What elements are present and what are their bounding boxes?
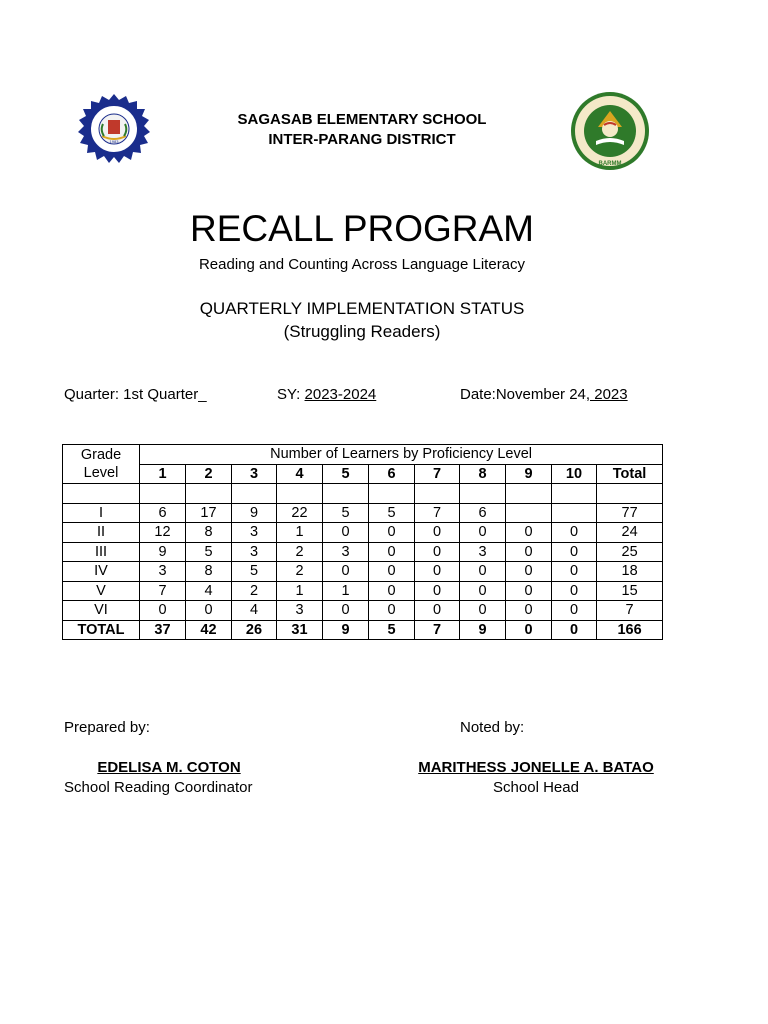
table-cell: 0 [460, 601, 506, 621]
table-cell: 8 [186, 523, 232, 543]
table-cell: 9 [232, 503, 277, 523]
table-cell: 25 [597, 542, 663, 562]
table-cell [460, 484, 506, 504]
table-cell: 0 [460, 523, 506, 543]
table-cell [597, 484, 663, 504]
table-cell: 0 [415, 601, 460, 621]
table-cell: 0 [323, 523, 369, 543]
table-cell: 0 [369, 562, 415, 582]
table-cell: 3 [232, 542, 277, 562]
table-cell: 0 [506, 523, 552, 543]
table-body [63, 484, 663, 640]
grade-cell: VI [63, 601, 140, 621]
table-cell: 0 [369, 523, 415, 543]
table-cell [323, 484, 369, 504]
table-row [63, 562, 663, 582]
table-cell: 31 [277, 620, 323, 640]
prepared-by-label: Prepared by: [64, 719, 150, 736]
table-cell: 0 [506, 562, 552, 582]
table-cell: 0 [552, 542, 597, 562]
table-row [63, 601, 663, 621]
quarter-field: Quarter: 1st Quarter_ [64, 386, 207, 403]
school-seal-logo [76, 94, 152, 164]
table-row [63, 503, 663, 523]
table-total-row [63, 620, 663, 640]
table-cell: 37 [140, 620, 186, 640]
table-cell [506, 503, 552, 523]
table-cell: 0 [552, 523, 597, 543]
table-row-blank [63, 484, 663, 504]
table-cell: 5 [323, 503, 369, 523]
table-cell: 7 [415, 620, 460, 640]
table-cell: 7 [140, 581, 186, 601]
table-cell: 166 [597, 620, 663, 640]
table-cell [140, 484, 186, 504]
program-title: RECALL PROGRAM [189, 208, 535, 249]
column-header: 2 [186, 464, 232, 484]
table-cell: 3 [323, 542, 369, 562]
table-cell: 24 [597, 523, 663, 543]
table-cell: 2 [232, 581, 277, 601]
table-cell: 42 [186, 620, 232, 640]
column-header: 3 [232, 464, 277, 484]
table-cell [506, 484, 552, 504]
status-title: QUARTERLY IMPLEMENTATION STATUS [199, 299, 525, 318]
table-row [63, 523, 663, 543]
table-cell: 4 [186, 581, 232, 601]
grade-cell: II [63, 523, 140, 543]
table-cell: 26 [232, 620, 277, 640]
proficiency-group-header: Number of Learners by Proficiency Level [140, 445, 663, 465]
table-cell: 0 [415, 562, 460, 582]
table-cell: 0 [415, 581, 460, 601]
noted-by-label: Noted by: [460, 719, 525, 736]
table-cell [552, 484, 597, 504]
table-cell: 0 [323, 562, 369, 582]
column-header: 8 [460, 464, 506, 484]
table-cell: 6 [460, 503, 506, 523]
grade-level-header [63, 445, 140, 484]
table-cell: 0 [415, 523, 460, 543]
table-cell: 0 [369, 601, 415, 621]
table-cell: 7 [597, 601, 663, 621]
column-header: 10 [552, 464, 597, 484]
prepared-by-name: EDELISA M. COTON [97, 759, 241, 776]
date-label: Date:November 24 [460, 386, 586, 403]
proficiency-table [62, 444, 663, 640]
date-field [460, 386, 628, 403]
table-cell: 77 [597, 503, 663, 523]
grade-header-line2: Level [83, 465, 119, 481]
table-cell: 0 [552, 581, 597, 601]
table-cell: 12 [140, 523, 186, 543]
table-cell [232, 484, 277, 504]
noted-by-role: School Head [493, 779, 579, 796]
table-cell: 3 [232, 523, 277, 543]
district-name: INTER-PARANG DISTRICT [268, 131, 456, 148]
table-cell: 22 [277, 503, 323, 523]
column-header: 4 [277, 464, 323, 484]
column-header: 9 [506, 464, 552, 484]
seal-year: 1983 [109, 139, 119, 144]
seal-sub-label: BARMM [598, 161, 622, 167]
grade-header-line1: Grade [80, 447, 122, 463]
table-cell: 0 [186, 601, 232, 621]
status-subtitle: (Struggling Readers) [283, 322, 441, 341]
column-header-row [63, 464, 663, 484]
ministry-seal-logo [568, 91, 652, 171]
table-cell: 7 [415, 503, 460, 523]
table-cell: 0 [506, 581, 552, 601]
table-cell: 0 [552, 562, 597, 582]
table-cell: 5 [186, 542, 232, 562]
school-year-field [277, 386, 376, 403]
table-cell [277, 484, 323, 504]
table-cell: 8 [186, 562, 232, 582]
table-cell: 9 [460, 620, 506, 640]
table-cell: 0 [552, 601, 597, 621]
table-header-row [63, 445, 663, 465]
table-cell [63, 484, 140, 504]
table-cell [369, 484, 415, 504]
table-cell: 4 [232, 601, 277, 621]
table-cell: 0 [460, 581, 506, 601]
table-cell: 5 [369, 620, 415, 640]
column-header: 5 [323, 464, 369, 484]
table-row [63, 581, 663, 601]
table-cell: 3 [460, 542, 506, 562]
column-header: 7 [415, 464, 460, 484]
table-cell: 0 [460, 562, 506, 582]
grade-cell: IV [63, 562, 140, 582]
table-cell: 9 [323, 620, 369, 640]
table-cell: 0 [506, 542, 552, 562]
table-cell: 0 [415, 542, 460, 562]
column-header: 1 [140, 464, 186, 484]
table-cell: 0 [369, 542, 415, 562]
table-cell: 0 [323, 601, 369, 621]
date-value: , 2023 [585, 386, 628, 403]
table-cell: 6 [140, 503, 186, 523]
table-cell: 2 [277, 542, 323, 562]
table-cell: 0 [369, 581, 415, 601]
table-cell: 1 [323, 581, 369, 601]
table-cell: 0 [552, 620, 597, 640]
table-cell: 5 [232, 562, 277, 582]
table-cell: 1 [277, 523, 323, 543]
table-cell [186, 484, 232, 504]
grade-cell: I [63, 503, 140, 523]
table-cell: 3 [277, 601, 323, 621]
table-cell: 3 [140, 562, 186, 582]
grade-cell: III [63, 542, 140, 562]
school-name: SAGASAB ELEMENTARY SCHOOL [237, 111, 487, 128]
table-cell [415, 484, 460, 504]
table-cell: 18 [597, 562, 663, 582]
table-cell: 2 [277, 562, 323, 582]
table-row [63, 542, 663, 562]
column-header: Total [597, 464, 663, 484]
noted-by-name: MARITHESS JONELLE A. BATAO [418, 759, 654, 776]
table-cell: 1 [277, 581, 323, 601]
table-cell: 9 [140, 542, 186, 562]
column-header: 6 [369, 464, 415, 484]
school-year-label: SY: [277, 386, 305, 403]
prepared-by-role: School Reading Coordinator [64, 779, 253, 796]
school-year-value: 2023-2024 [304, 386, 377, 403]
table-cell: 15 [597, 581, 663, 601]
program-subtitle: Reading and Counting Across Language Literacy [198, 256, 526, 273]
table-cell: 17 [186, 503, 232, 523]
table-cell: 0 [506, 601, 552, 621]
grade-cell: V [63, 581, 140, 601]
grade-cell: TOTAL [63, 620, 140, 640]
table-cell: 5 [369, 503, 415, 523]
table-cell [552, 503, 597, 523]
table-cell: 0 [140, 601, 186, 621]
table-cell: 0 [506, 620, 552, 640]
